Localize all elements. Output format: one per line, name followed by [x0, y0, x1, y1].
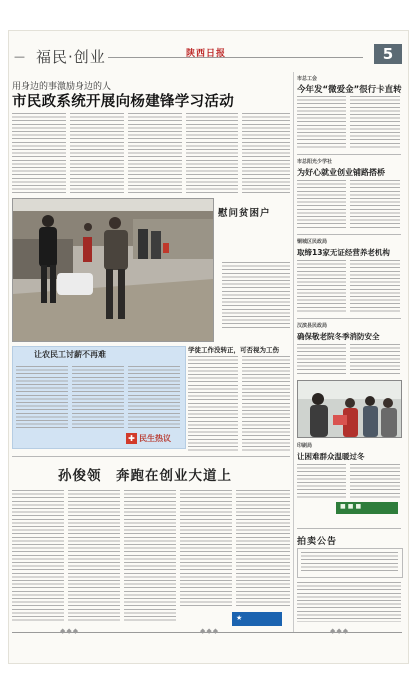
- section-rule: [12, 456, 290, 457]
- right-item5-text-b: [350, 464, 400, 498]
- bottom-ornament-3: ◆◆◆: [330, 627, 350, 635]
- right-item2-text-b: [350, 180, 400, 230]
- header-dash: —: [14, 50, 25, 63]
- blue-text-col-2: [72, 366, 124, 430]
- photo-story-text: [222, 262, 290, 328]
- minsheng-label: 民生热议: [139, 434, 171, 443]
- green-ad-mark: ■ ■ ■: [340, 503, 362, 510]
- minsheng-icon: ✚: [126, 433, 137, 444]
- feature-headline: 孙俊领 奔跑在创业大道上: [58, 468, 232, 484]
- page-number: 5: [374, 44, 402, 64]
- blue-column-title: 让农民工讨薪不再难: [34, 350, 106, 359]
- column-text-col-1: [188, 356, 238, 452]
- auction-text: [301, 552, 398, 573]
- column-divider: [293, 72, 294, 632]
- right-item3-text-b: [350, 260, 400, 314]
- lead-headline: 市民政系统开展向杨建锋学习活动: [12, 94, 234, 110]
- paper-logo: 陕西日报: [186, 49, 227, 59]
- right-rule-4: [297, 528, 401, 529]
- section-title: 福民·创业: [36, 48, 106, 66]
- feature-logo-block: [232, 612, 282, 626]
- feature-text-col-4: [180, 490, 232, 608]
- lead-kicker: 用身边的事激励身边的人: [12, 82, 112, 92]
- feature-text-col-5: [236, 490, 290, 608]
- bottom-ornament-2: ◆◆◆: [200, 627, 220, 635]
- lead-text-col-5: [242, 113, 290, 195]
- right-item4-kicker: 汉滨县民政局: [297, 323, 328, 329]
- feature-text-col-3: [124, 490, 176, 622]
- right-item5-headline: 让困难群众温暖过冬: [297, 452, 365, 461]
- right-item2-text-a: [297, 180, 346, 230]
- right-rule-1: [297, 154, 401, 155]
- right-bottom-text: [297, 582, 401, 622]
- header-rule: [108, 57, 363, 58]
- right-item1-text-a: [297, 96, 346, 150]
- feature-logo-mark: ★: [236, 614, 243, 622]
- right-rule-3: [297, 318, 401, 319]
- bottom-ornament-1: ◆◆◆: [60, 627, 80, 635]
- right-item3-headline: 取缔13家无证经营养老机构: [297, 248, 390, 257]
- right-item3-kicker: 铜城区民政局: [297, 239, 328, 245]
- green-ad-block: [336, 502, 398, 514]
- lead-text-col-2: [70, 113, 124, 195]
- main-photo: [12, 198, 214, 342]
- auction-title: 拍卖公告: [297, 537, 338, 547]
- column-text-col-2: [242, 356, 290, 452]
- right-item1-headline: 今年发“微爱金”很行卡直转: [297, 85, 402, 95]
- feature-text-col-1: [12, 490, 64, 622]
- photo-caption: 慰问贫困户: [218, 208, 271, 219]
- right-item2-headline: 为好心就业创业铺路搭桥: [297, 168, 385, 177]
- blue-text-col-1: [16, 366, 68, 430]
- lead-text-col-4: [186, 113, 238, 195]
- right-item4-text-b: [350, 344, 400, 376]
- column-piece-title: 学徒工作没转正，可否视为工伤: [188, 346, 279, 354]
- right-item1-text-b: [350, 96, 400, 150]
- right-item5-kicker: 印刷局: [297, 443, 313, 449]
- blue-text-col-3: [128, 366, 180, 428]
- feature-text-col-2: [68, 490, 120, 622]
- right-item1-kicker: 市总工会: [297, 76, 318, 82]
- right-item4-text-a: [297, 344, 346, 376]
- right-item2-kicker: 市总阳光少学社: [297, 159, 333, 165]
- right-rule-2: [297, 234, 401, 235]
- lead-text-col-3: [128, 113, 182, 195]
- right-item3-text-a: [297, 260, 346, 314]
- right-photo: [297, 380, 402, 438]
- right-item5-text-a: [297, 464, 346, 498]
- minsheng-brand: [126, 432, 182, 445]
- lead-text-col-1: [12, 113, 66, 195]
- auction-box: [297, 548, 403, 578]
- right-item4-headline: 确保敬老院冬季消防安全: [297, 332, 380, 341]
